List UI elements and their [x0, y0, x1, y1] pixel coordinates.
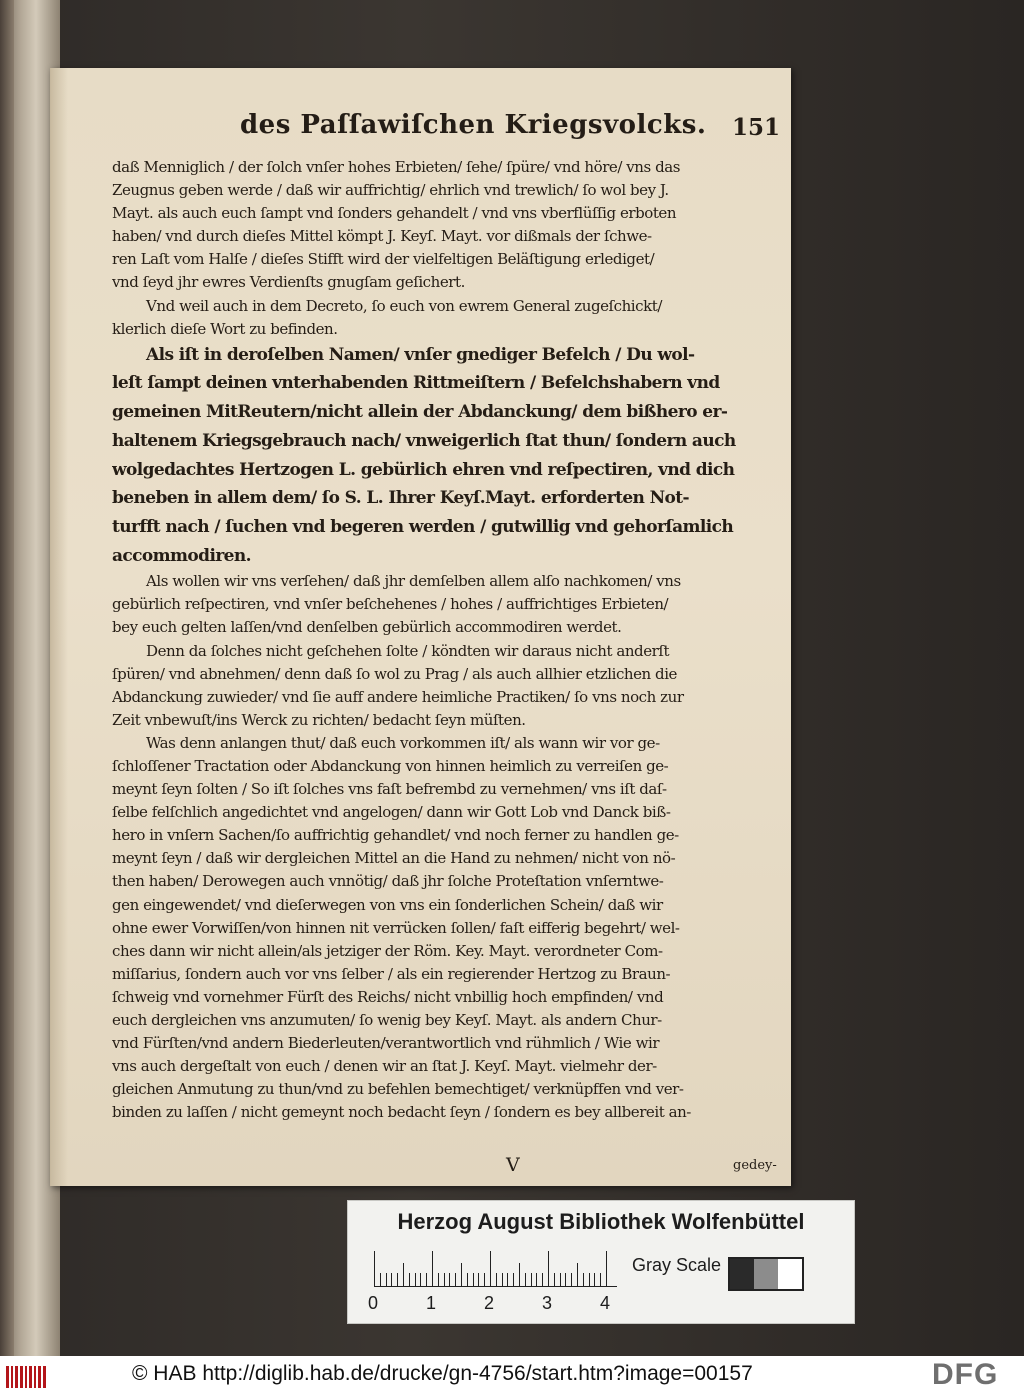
text-line: vns auch dergeſtalt von euch / denen wir an ſtat J. Keyſ. Mayt. vielmehr der- [112, 1057, 657, 1076]
text-line: Mayt. als auch euch ſampt vnd ſonders gehandelt / vnd vns vberflüſſig erboten [112, 204, 677, 223]
ruler-tick [478, 1273, 479, 1287]
text-line: then haben/ Derowegen auch vnnötig/ daß jhr ſolche Proteſtation vnſerntwe- [112, 872, 664, 891]
text-line: meynt ſeyn / daß wir dergleichen Mittel an die Hand zu nehmen/ nicht von nö- [112, 849, 676, 868]
ruler-tick [525, 1273, 526, 1287]
ruler-tick [571, 1273, 572, 1287]
ruler-tick [426, 1273, 427, 1287]
text-line: Vnd weil auch in dem Decreto, ſo euch von ewrem General zugeſchickt/ [146, 296, 662, 315]
text-line: gemeinen MitReutern/nicht allein der Abdanckung/ dem bißhero er- [112, 402, 728, 423]
text-line: ren Laſt vom Halſe / dieſes Stifft wird der vielfeltigen Beläſtigung erlediget/ [112, 250, 655, 269]
text-line: gebürlich reſpectiren, vnd vnſer beſchehenes / hohes / auffrichtiges Erbieten/ [112, 595, 669, 614]
text-paragraph [112, 341, 772, 571]
text-line: Abdanckung zuwieder/ vnd ſie auff andere heimliche Practiken/ ſo vns noch zur [112, 687, 684, 706]
ruler-tick [473, 1273, 474, 1287]
ruler-tick [496, 1273, 497, 1287]
gray-scale-swatch [730, 1259, 754, 1289]
ruler-tick [531, 1273, 532, 1287]
gray-scale-swatch [754, 1259, 778, 1289]
ruler-tick [507, 1273, 508, 1287]
ruler-number: 0 [368, 1293, 379, 1313]
gray-scale-swatch [778, 1259, 802, 1289]
text-line: turfft nach / ſuchen vnd begeren werden / gutwillig vnd gehorſamlich [112, 516, 734, 537]
spine-edge [0, 0, 14, 1356]
text-line: hero in vnſern Sachen/ſo auffrichtig gehandlet/ vnd noch ferner zu handlen ge- [112, 826, 679, 845]
ruler-tick [513, 1273, 514, 1287]
text-line: wolgedachtes Hertzogen L. gebürlich ehren vnd reſpectiren, vnd dich [112, 459, 735, 480]
ruler-tick [386, 1273, 387, 1287]
text-line: gen eingewendet/ vnd dieſerwegen von vns ein ſonderlichen Schein/ daß wir [112, 895, 663, 914]
text-line: miſſarius, ſondern auch vor vns ſelber / als ein regierender Hertzog zu Braun- [112, 964, 671, 983]
dfg-logo: DFG [932, 1358, 999, 1391]
text-line: ſelbe felſchlich angedichtet vnd angelogen/ dann wir Gott Lob vnd Danck biß- [112, 803, 671, 822]
ruler-tick [519, 1263, 520, 1287]
text-line: ſchweig vnd vornehmer Fürſt des Reichs/ nicht vnbillig hoch empfinden/ vnd [112, 987, 664, 1006]
text-line: Zeit vnbewuſt/ins Werck zu richten/ bedacht ſeyn müſten. [112, 710, 526, 729]
text-line: gleichen Anmutung zu thun/vnd zu befehlen bemechtiget/ verknüpffen vnd ver- [112, 1080, 684, 1099]
ruler-tick [502, 1273, 503, 1287]
text-line: haltenem Kriegsgebrauch nach/ vnweigerlich ſtat thun/ ſondern auch [112, 430, 736, 451]
running-head: des Paſſawiſchen Kriegsvolcks. [240, 110, 707, 140]
ruler-tick [374, 1251, 375, 1287]
ruler-tick [600, 1273, 601, 1287]
ruler-tick [420, 1273, 421, 1287]
ruler-tick [542, 1273, 543, 1287]
text-line: ſchloſſener Tractation oder Abdanckung von hinnen heimlich zu verreiſen ge- [112, 757, 669, 775]
ruler-tick [397, 1273, 398, 1287]
text-line: bey euch gelten laſſen/vnd denſelben gebürlich accommodiren werdet. [112, 618, 622, 637]
ruler-tick [484, 1273, 485, 1287]
text-paragraph [112, 732, 772, 1125]
ruler-tick [444, 1273, 445, 1287]
ruler-tick [391, 1273, 392, 1287]
ruler-tick [461, 1263, 462, 1287]
text-line: beneben in allem dem/ ſo S. L. Ihrer Keyſ.Mayt. erforderten Not- [112, 488, 689, 509]
ruler-tick [560, 1273, 561, 1287]
ruler-tick [438, 1273, 439, 1287]
footer-copyright-url[interactable]: © HAB http://diglib.hab.de/drucke/gn-4756/start.htm?image=00157 [132, 1362, 753, 1385]
text-line: vnd ſeyd jhr ewres Verdienſts gnugſam geſichert. [112, 273, 465, 292]
hab-barcode-icon [6, 1366, 46, 1388]
ruler-tick [594, 1273, 595, 1287]
text-line: Als wollen wir vns verſehen/ daß jhr demſelben allem alſo nachkomen/ vns [146, 572, 681, 591]
page-number: 151 [732, 114, 781, 141]
ruler-tick [606, 1251, 607, 1287]
barcode-bar [15, 1366, 18, 1388]
ruler-number: 2 [484, 1293, 495, 1313]
text-line: ohne ewer Vorwiſſen/von hinnen nit verrücken ſollen/ faſt eifferig begehrt/ wel- [112, 918, 680, 937]
catchword: gedey- [733, 1158, 777, 1173]
ruler-number: 3 [542, 1293, 553, 1313]
ruler-number: 4 [600, 1293, 611, 1313]
text-line: ſpüren/ vnd abnehmen/ denn daß ſo wol zu Prag / als auch allhier etzlichen die [112, 664, 677, 683]
scale-ruler [374, 1251, 630, 1287]
ruler-tick [380, 1273, 381, 1287]
text-line: klerlich dieſe Wort zu befinden. [112, 319, 338, 338]
barcode-bar [6, 1366, 9, 1388]
page-gutter-shadow [50, 68, 68, 1186]
text-paragraph [112, 640, 772, 732]
text-line: vnd Fürſten/vnd andern Biederleuten/verantwortlich vnd rühmlich / Wie wir [112, 1034, 660, 1053]
ruler-tick [554, 1273, 555, 1287]
gray-scale-label: Gray Scale [632, 1255, 722, 1275]
barcode-bar [43, 1366, 46, 1388]
text-line: Zeugnus geben werde / daß wir auffrichtig/ ehrlich vnd trewlich/ ſo wol bey J. [112, 181, 669, 200]
text-paragraph [112, 295, 772, 341]
ruler-tick [455, 1273, 456, 1287]
text-line: accommodiren. [112, 545, 251, 566]
ruler-tick [467, 1273, 468, 1287]
text-line: haben/ vnd durch dieſes Mittel kömpt J. Keyſ. Mayt. vor dißmals der ſchwe- [112, 227, 652, 246]
ruler-tick [432, 1251, 433, 1287]
ruler-tick [490, 1251, 491, 1287]
text-line: binden zu laſſen / nicht gemeynt noch bedacht ſeyn / ſondern es bey allbereit an- [112, 1103, 691, 1122]
text-line: euch dergleichen vns anzumuten/ ſo wenig bey Keyſ. Mayt. als andern Chur- [112, 1011, 662, 1030]
ruler-tick [548, 1251, 549, 1287]
gray-scale-bar [728, 1257, 804, 1291]
barcode-bar [25, 1366, 27, 1388]
ruler-tick [449, 1273, 450, 1287]
barcode-bar [11, 1366, 13, 1388]
text-paragraph [112, 156, 772, 295]
ruler-tick [403, 1263, 404, 1287]
page-text [112, 156, 772, 1125]
footer-bar [0, 1356, 1024, 1396]
barcode-bar [34, 1366, 36, 1388]
barcode-bar [29, 1366, 32, 1388]
ruler-tick [415, 1273, 416, 1287]
barcode-bar [20, 1366, 23, 1388]
ruler-tick [536, 1273, 537, 1287]
text-line: daß Menniglich / der ſolch vnſer hohes Erbieten/ ſehe/ ſpüre/ vnd höre/ vns das [112, 158, 680, 176]
ruler-tick [565, 1273, 566, 1287]
barcode-bar [38, 1366, 41, 1388]
text-paragraph [112, 570, 772, 639]
text-line: Denn da ſolches nicht geſchehen ſolte / köndten wir daraus nicht anderſt [146, 641, 670, 660]
text-line: meynt ſeyn ſolten / So iſt ſolches vns faſt befrembd zu vernehmen/ vns iſt daſ- [112, 780, 667, 799]
printer-signature: V [506, 1154, 520, 1176]
library-label [347, 1200, 855, 1324]
text-line: ches dann wir nicht allein/als jetziger der Röm. Key. Mayt. verordneter Com- [112, 941, 663, 960]
ruler-tick [409, 1273, 410, 1287]
ruler-tick [577, 1263, 578, 1287]
text-line: Was denn anlangen thut/ daß euch vorkommen iſt/ als wann wir vor ge- [146, 733, 660, 752]
ruler-number: 1 [426, 1293, 437, 1313]
text-line: leſt ſampt deinen vnterhabenden Rittmeiſtern / Befelchshabern vnd [112, 373, 720, 394]
library-label-title: Herzog August Bibliothek Wolfenbüttel [397, 1209, 805, 1234]
ruler-tick [583, 1273, 584, 1287]
text-line: Als iſt in deroſelben Namen/ vnſer gnediger Befelch / Du wol- [146, 344, 695, 365]
ruler-tick [589, 1273, 590, 1287]
